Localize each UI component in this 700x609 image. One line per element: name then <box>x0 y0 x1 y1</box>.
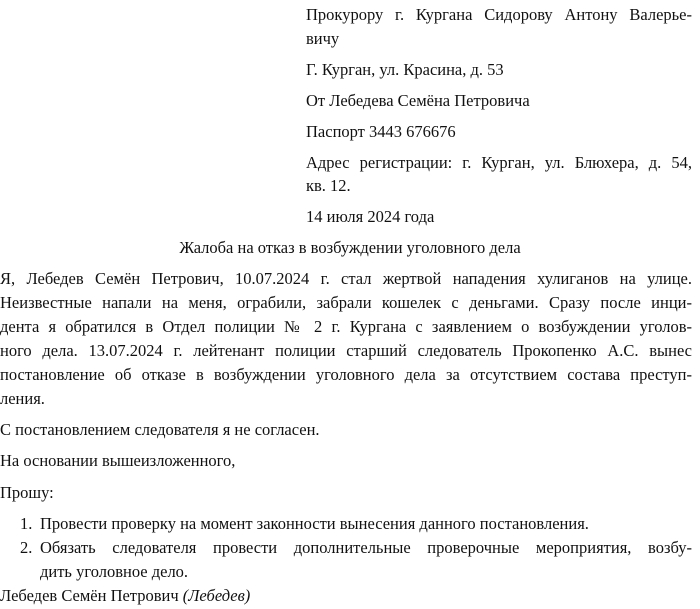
passport-line: Паспорт 3443 676676 <box>306 122 456 141</box>
registration-line-1: Адрес регистрации: г. Курган, ул. Блюхера, д. 54, <box>306 153 692 172</box>
document-title: Жалоба на отказ в возбуждении уголовного дела <box>179 238 521 257</box>
from-line: От Лебедева Семёна Петровича <box>306 91 530 110</box>
paragraph1-line-3: дента я обратился в Отдел полиции № 2 г. Кургана с заявлением о возбуждении уголов- <box>0 317 692 336</box>
addressee-line-1: Прокурору г. Кургана Сидорову Антону Валерье- <box>306 5 692 24</box>
paragraph3: На основании вышеизложенного, <box>0 451 236 470</box>
paragraph1-line-6: ления. <box>0 389 45 408</box>
signature-handwritten: (Лебедев) <box>182 586 251 605</box>
paragraph2: С постановлением следователя я не согласен. <box>0 420 320 439</box>
request-2-number: 2. <box>20 538 33 557</box>
request-2-line-1: Обязать следователя провести дополнительные проверочные мероприятия, возбу- <box>40 538 692 557</box>
date-line: 14 июля 2024 года <box>306 207 435 226</box>
request-1-number: 1. <box>20 514 33 533</box>
addressee-address: Г. Курган, ул. Красина, д. 53 <box>306 60 504 79</box>
signature-name: Лебедев Семён Петрович <box>0 586 179 605</box>
request-1-text: Провести проверку на момент законности вынесения данного постановления. <box>40 514 589 533</box>
registration-line-2: кв. 12. <box>306 176 351 195</box>
request-label: Прошу: <box>0 483 54 502</box>
paragraph1-line-5: постановление об отказе в возбуждении уголовного дела за отсутствием состава преступ- <box>0 365 692 384</box>
addressee-line-2: вичу <box>306 29 340 48</box>
paragraph1-line-4: ного дела. 13.07.2024 г. лейтенант полиции старший следователь Прокопенко А.С. вынес <box>0 341 692 360</box>
paragraph1-line-2: Неизвестные напали на меня, ограбили, забрали кошелек с деньгами. Сразу после инци- <box>0 293 692 312</box>
signature-line <box>0 584 692 608</box>
request-2-line-2: дить уголовное дело. <box>40 562 189 581</box>
paragraph1-line-1: Я, Лебедев Семён Петрович, 10.07.2024 г. стал жертвой нападения хулиганов на улице. <box>0 269 692 288</box>
header-block <box>306 0 692 232</box>
